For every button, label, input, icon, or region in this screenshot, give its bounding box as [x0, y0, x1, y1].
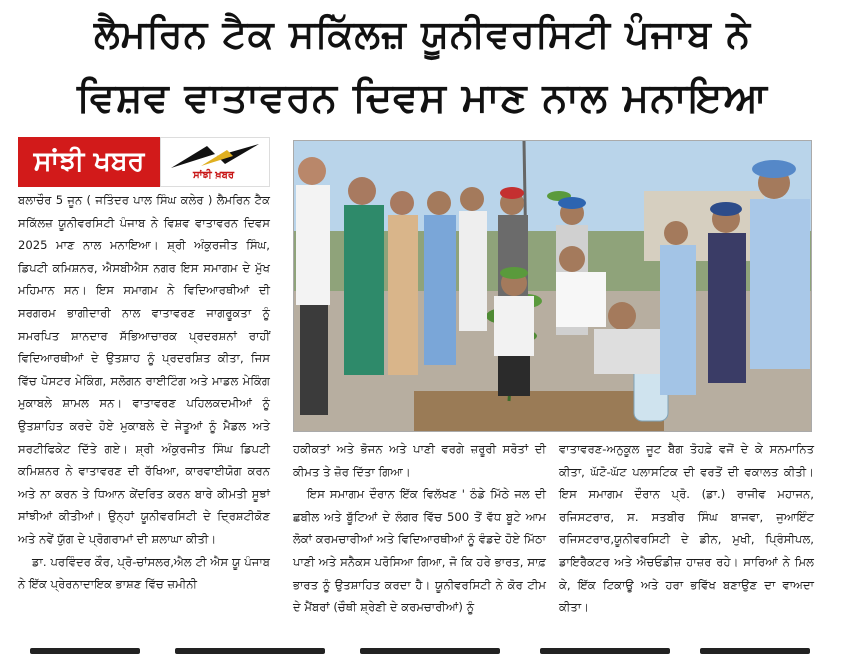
headline-line-2: ਵਿਸ਼ਵ ਵਾਤਾਵਰਨ ਦਿਵਸ ਮਾਣ ਨਾਲ ਮਨਾਇਆ: [77, 75, 768, 121]
newspaper-logo: [18, 137, 270, 187]
article-column-2: [293, 438, 546, 619]
news-photo: [293, 140, 812, 432]
logo-badge: [18, 137, 160, 187]
cropped-next-headline: [0, 646, 845, 656]
headline-line-1: ਲੈਮਰਿਨ ਟੈਕ ਸਕਿੱਲਜ਼ ਯੂਨੀਵਰਸਿਟੀ ਪੰਜਾਬ ਨੇ: [93, 12, 751, 56]
article-paragraph: ਬਲਾਚੌਰ 5 ਜੂਨ ( ਜਤਿੰਦਰ ਪਾਲ ਸਿੰਘ ਕਲੇਰ ) ਲੈਮਰਿਨ ਟੈਕ ਸਕਿੱਲਜ਼ ਯੂਨੀਵਰਸਿਟੀ ਪੰਜਾਬ ਨੇ ਵਿਸ਼ਵ ਵਾਤਾਵਰਨ ਦਿਵਸ 2025 ਮਾਣ ਨਾਲ ਮਨਾਇਆ। ਸ਼੍ਰੀ ਅੰਕੁਰਜੀਤ ਸਿੰਘ, ਡਿਪਟੀ ਕਮਿਸ਼ਨਰ, ਐਸਬੀਐਸ ਨਗਰ ਇਸ ਸਮਾਗਮ ਦੇ ਮੁੱਖ ਮਹਿਮਾਨ ਸਨ। ਇਸ ਸਮਾਗਮ ਨੇ ਵਿਦਿਆਰਥੀਆਂ ਦੀ ਸਰਗਰਮ ਭਾਗੀਦਾਰੀ ਨਾਲ ਵਾਤਾਵਰਣ ਜਾਗਰੂਕਤਾ ਨੂੰ ਸਮਰਪਿਤ ਸ਼ਾਨਦਾਰ ਸੱਭਿਆਚਾਰਕ ਪ੍ਰਦਰਸ਼ਨਾਂ ਰਾਹੀਂ ਵਿਦਿਆਰਥੀਆਂ ਦੇ ਉਤਸ਼ਾਹ ਨੂੰ ਪ੍ਰਦਰਸ਼ਿਤ ਕੀਤਾ, ਜਿਸ ਵਿੱਚ ਪੋਸਟਰ ਮੇਕਿੰਗ, ਸਲੋਗਨ ਰਾਈਟਿੰਗ ਅਤੇ ਮਾਡਲ ਮੇਕਿੰਗ ਮੁਕਾਬਲੇ ਸ਼ਾਮਲ ਸਨ। ਵਾਤਾਵਰਣ ਪਹਿਲਕਦਮੀਆਂ ਨੂੰ ਉਤਸ਼ਾਹਿਤ ਕਰਦੇ ਹੋਏ ਮੁਕਾਬਲੇ ਦੇ ਜੇਤੂਆਂ ਨੂੰ ਮੈਡਲ ਅਤੇ ਸਰਟੀਫਿਕੇਟ ਦਿੱਤੇ ਗਏ। ਸ਼੍ਰੀ ਅੰਕੁਰਜੀਤ ਸਿੰਘ ਡਿਪਟੀ ਕਮਿਸ਼ਨਰ ਨੇ ਵਾਤਾਵਰਣ ਦੀ ਰੱਖਿਆ, ਕਾਰਵਾਈਯੋਗ ਕਰਨ ਅਤੇ ਨਾ ਕਰਨ ਤੇ ਧਿਆਨ ਕੇਂਦਰਿਤ ਕਰਨ ਬਾਰੇ ਕੀਮਤੀ ਸੂਝਾਂ ਸਾਂਝੀਆਂ ਕੀਤੀਆਂ। ਉਨ੍ਹਾਂ ਯੂਨੀਵਰਸਿਟੀ ਦੇ ਦ੍ਰਿਸ਼ਟੀਕੋਣ ਅਤੇ ਨਵੇਂ ਯੁੱਗ ਦੇ ਪ੍ਰੋਗਰਾਮਾਂ ਦੀ ਸ਼ਲਾਘਾ ਕੀਤੀ।: [18, 193, 270, 546]
article-column-1: [18, 189, 270, 596]
logo-emblem: [160, 137, 270, 187]
article-paragraph: ਹਕੀਕਤਾਂ ਅਤੇ ਭੋਜਨ ਅਤੇ ਪਾਣੀ ਵਰਗੇ ਜ਼ਰੂਰੀ ਸਰੋਤਾਂ ਦੀ ਕੀਮਤ ਤੇ ਜ਼ੋਰ ਦਿੱਤਾ ਗਿਆ।: [293, 442, 546, 479]
article-column-3: [559, 438, 814, 619]
article-paragraph: ਵਾਤਾਵਰਣ-ਅਨੁਕੂਲ ਜੂਟ ਬੈਗ ਤੋਹਫ਼ੇ ਵਜੋਂ ਦੇ ਕੇ ਸਨਮਾਨਿਤ ਕੀਤਾ, ਘੱਟੋ-ਘੱਟ ਪਲਾਸਟਿਕ ਦੀ ਵਰਤੋਂ ਦੀ ਵਕਾਲਤ ਕੀਤੀ। ਇਸ ਸਮਾਗਮ ਦੌਰਾਨ ਪ੍ਰੋ. (ਡਾ.) ਰਾਜੀਵ ਮਹਾਜਨ, ਰਜਿਸਟਰਾਰ, ਸ. ਸਤਬੀਰ ਸਿੰਘ ਬਾਜਵਾ, ਜੁਆਇੰਟ ਰਜਿਸਟਰਾਰ,ਯੂਨੀਵਰਸਿਟੀ ਦੇ ਡੀਨ, ਮੁਖੀ, ਪ੍ਰਿੰਸੀਪਲ, ਡਾਇਰੈਕਟਰ ਅਤੇ ਐਚਓਡੀਜ਼ ਹਾਜ਼ਰ ਰਹੇ। ਸਾਰਿਆਂ ਨੇ ਮਿਲ ਕੇ, ਇੱਕ ਟਿਕਾਊ ਅਤੇ ਹਰਾ ਭਵਿੱਖ ਬਣਾਉਣ ਦਾ ਵਾਅਦਾ ਕੀਤਾ।: [559, 442, 814, 615]
tree-plantation-photo: [294, 141, 812, 432]
logo-subtitle: ਸਾਂਝੀ ਖ਼ਬਰ: [193, 170, 235, 181]
article-paragraph: ਇਸ ਸਮਾਗਮ ਦੌਰਾਨ ਇੱਕ ਵਿਲੱਖਣ ' ਠੰਡੇ ਮਿੱਠੇ ਜਲ ਦੀ ਛਬੀਲ ਅਤੇ ਬੂੱਟਿਆਂ ਦੇ ਲੰਗਰ ਵਿੱਚ 500 ਤੋਂ ਵੱਧ ਬੂਟੇ ਆਮ ਲੋਕਾਂ ਕਰਮਚਾਰੀਆਂ ਅਤੇ ਵਿਦਿਆਰਥੀਆਂ ਨੂੰ ਵੰਡਦੇ ਹੋਏ ਮਿੱਠਾ ਪਾਣੀ ਅਤੇ ਸਨੈਕਸ ਪਰੋਸਿਆ ਗਿਆ, ਜੋ ਕਿ ਹਰੇ ਭਾਰਤ, ਸਾਫ਼ ਭਾਰਤ ਨੂੰ ਉਤਸ਼ਾਹਿਤ ਕਰਦਾ ਹੈ। ਯੂਨੀਵਰਸਿਟੀ ਨੇ ਕੋਰ ਟੀਮ ਦੇ ਮੈਂਬਰਾਂ (ਚੌਥੀ ਸ਼੍ਰੇਣੀ ਦੇ ਕਰਮਚਾਰੀਆਂ) ਨੂੰ: [293, 487, 546, 615]
article-paragraph: ਡਾ. ਪਰਵਿੰਦਰ ਕੌਰ, ਪ੍ਰੋ-ਚਾਂਸਲਰ,ਐਲ ਟੀ ਐਸ ਯੂ ਪੰਜਾਬ ਨੇ ਇੱਕ ਪ੍ਰੇਰਨਾਦਾਇਕ ਭਾਸ਼ਣ ਵਿੱਚ ਜ਼ਮੀਨੀ: [18, 554, 270, 592]
swoosh-icon: [167, 142, 263, 172]
logo-name: ਸਾਂਝੀ ਖਬਰ: [33, 146, 145, 177]
